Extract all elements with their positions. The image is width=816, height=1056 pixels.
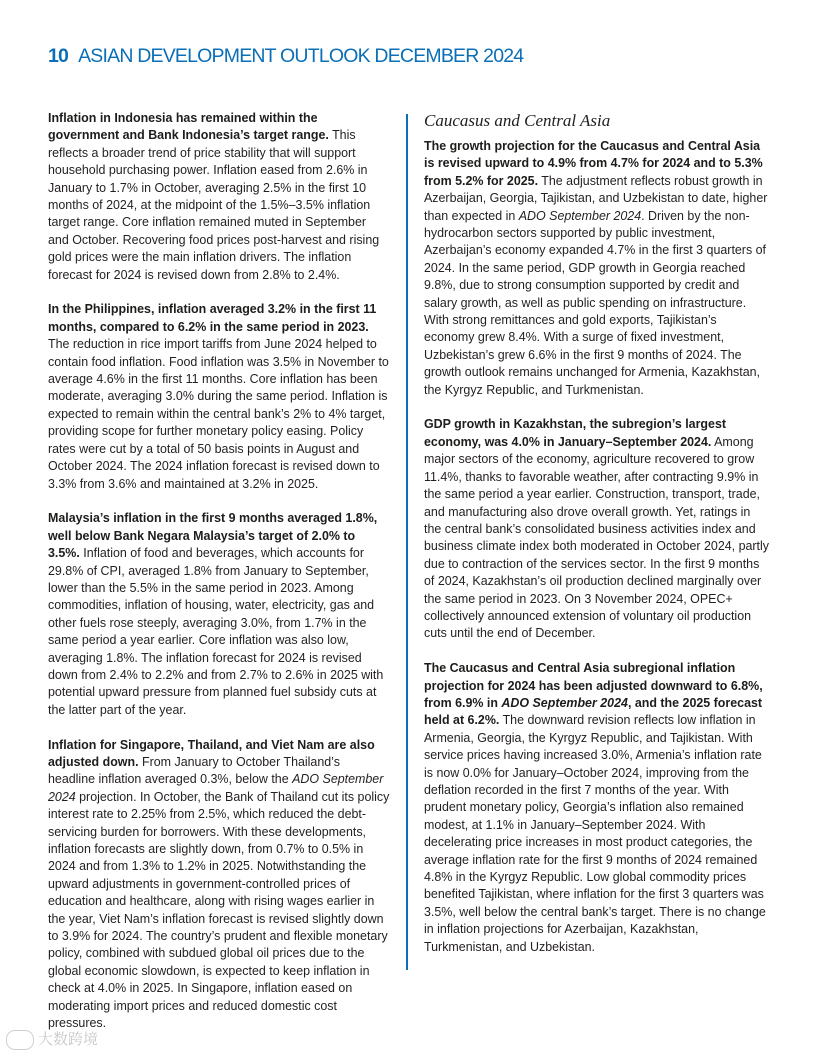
watermark-text: 大数跨境 [38,1031,99,1048]
lead-part-continued: , and the 2025 forecast held at 6.2%. [424,695,763,728]
paragraph-malaysia [48,510,390,719]
watermark-logo-icon [6,1030,34,1050]
paragraph-lead: Inflation in Indonesia has remained within the government and Bank Indonesia’s target range. [48,111,329,143]
paragraph-growth-projection [424,138,770,399]
publication-reference: ADO September 2024 [518,208,642,223]
paragraph-body: The downward revision reflects low inflation in Armenia, Georgia, the Kyrgyz Republic, and Tajikistan. With service prices having increased 3.0%, Armenia’s inflation rate is now 0.0% for January–October 2024, improving from the deflation recorded in the first 7 months of the year. With prudent monetary policy, Georgia’s inflation also remained modest, at 1.1% in January–September 2024. With decelerating price increases in most product categories, the average inflation rate for the first 9 months of 2024 remained 4.8% in the Kyrgyz Republic. Low global commodity prices benefited Tajikistan, where inflation for the first 3 quarters was 3.5%, well below the central bank’s target. There is no change in inflation projections for Azerbaijan, Kazakhstan, Turkmenistan, and Uzbekistan. [424,713,766,954]
paragraph-lead: Malaysia’s inflation in the first 9 months averaged 1.8%, well below Bank Negara Malaysia’s target of 2.0% to 3.5%. [48,511,378,561]
paragraph-lead: GDP growth in Kazakhstan, the subregion’s largest economy, was 4.0% in January–September 2024. [424,417,727,449]
paragraph-body-continued: . Driven by the non-hydrocarbon sectors supported by public investment, Azerbaijan’s economy expanded 4.7% in the first 3 quarters of 2024. In the same period, GDP growth in Georgia reached 9.8%, due to strong consumption supported by credit and salary growth, as well as public spending on infrastructure. With strong remittances and gold exports, Tajikistan’s economy grew 8.4%. With a surge of fixed investment, Uzbekistan’s grew 6.6% in the first 9 months of 2024. The growth outlook remains unchanged for Armenia, Kazakhstan, the Kyrgyz Republic, and Turkmenistan. [424,208,767,397]
column-divider [406,114,408,970]
page-number: 10 [48,45,69,67]
paragraph-indonesia [48,110,390,284]
paragraph-lead: The growth projection for the Caucasus and Central Asia is revised upward to 4.9% from 4.7% for 2024 and to 5.3% from 5.2% for 2025. [424,139,763,188]
paragraph-body: From January to October Thailand’s headline inflation averaged 0.3%, below the [48,754,340,787]
paragraph-body: The reduction in rice import tariffs from June 2024 helped to contain food inflation. Food inflation was 3.5% in November to average 4.6% in the first 11 months. Core inflation has been moderate, averaging 3.0% during the same period. Inflation is expected to remain within the central bank’s 2% to 4% target, providing scope for further monetary policy easing. Policy rates were cut by a total of 50 basis points in August and October 2024. The 2024 inflation forecast is revised down to 3.3% from 3.6% and maintained at 3.2% in 2025. [48,337,389,491]
publication-reference: ADO September 2024 [48,772,384,804]
paragraph-lead: Inflation for Singapore, Thailand, and Viet Nam are also adjusted down. [48,737,375,769]
paragraph-body-continued: projection. In October, the Bank of Thailand cut its policy interest rate to 2.25% from 2.5%, which reduced the debt-servicing burden for borrowers. With these developments, inflation forecasts are slightly down, from 0.7% to 0.5% in 2024 and from 1.3% to 1.2% in 2025. Notwithstanding the upward adjustments in government-controlled prices of education and healthcare, along with rising wages earlier in the year, Viet Nam’s inflation forecast is revised slightly down to 3.9% for 2024. The country’s prudent and flexible monetary policy, combined with subdued global oil prices due to the global economic slowdown, is expected to keep inflation in check at 4.0% in 2025. In Singapore, inflation eased on moderating import prices and reduced domestic cost pressures. [48,789,390,1031]
paragraph-body: The adjustment reflects robust growth in Azerbaijan, Georgia, Tajikistan, and Uzbekistan to date, higher than expected in [424,173,768,223]
paragraph-philippines [48,301,390,492]
left-column [48,110,390,1050]
paragraph-singapore-thailand-vietnam [48,737,390,1033]
paragraph-kazakhstan [424,416,770,642]
paragraph-body: Inflation of food and beverages, which accounts for 29.8% of CPI, averaged 1.8% from January to September, lower than the 5.5% in the same period in 2023. Among commodities, inflation of housing, water, electricity, gas and other fuels rose steeply, averaging 3.0%, from 1.7% in the same period a year earlier. Core inflation was also low, averaging 1.8%. The inflation forecast for 2024 is revised down from 2.4% to 2.2% and from 2.7% to 2.6% in 2025 with potential upward pressure from planned fuel subsidy cuts at the latter part of the year. [48,546,384,717]
publication-title: ASIAN DEVELOPMENT OUTLOOK DECEMBER 2024 [78,45,524,67]
section-title: Caucasus and Central Asia [424,111,611,130]
paragraph-lead: In the Philippines, inflation averaged 3.2% in the first 11 months, compared to 6.2% in the same period in 2023. [48,302,377,334]
running-header [48,45,523,68]
paragraph-body: Among major sectors of the economy, agriculture recovered to grow 11.4%, thanks to favorable weather, after contracting 9.9% in the same period a year earlier. Construction, transport, trade, and manufacturing also drove overall growth. Yet, ratings in the central bank’s consolidated business activities index and business climate index both moderated in October 2024, partly due to contraction of the services sector. In the first 9 months of 2024, Kazakhstan’s oil production declined marginally over the same period in 2023. On 3 November 2024, OPEC+ collectively announced extension of voluntary oil production cuts until the end of December. [424,434,769,641]
publication-reference: ADO September 2024 [501,695,628,710]
paragraph-body: This reflects a broader trend of price stability that will support household purchasing power. Inflation eased from 2.6% in January to 1.7% in October, averaging 2.5% in the first 10 months of 2024, at the midpoint of the 1.5%–3.5% inflation target range. Core inflation remained muted in September and October. Recovering food prices post-harvest and rising gold prices were the main inflation drivers. The inflation forecast for 2024 is revised down from 2.8% to 2.4%. [48,128,380,282]
right-column [424,111,770,973]
watermark [6,1028,98,1050]
paragraph-subregional-inflation [424,660,770,956]
lead-part: The Caucasus and Central Asia subregional inflation projection for 2024 has been adjusted downward to 6.8%, from 6.9% in [424,661,763,710]
